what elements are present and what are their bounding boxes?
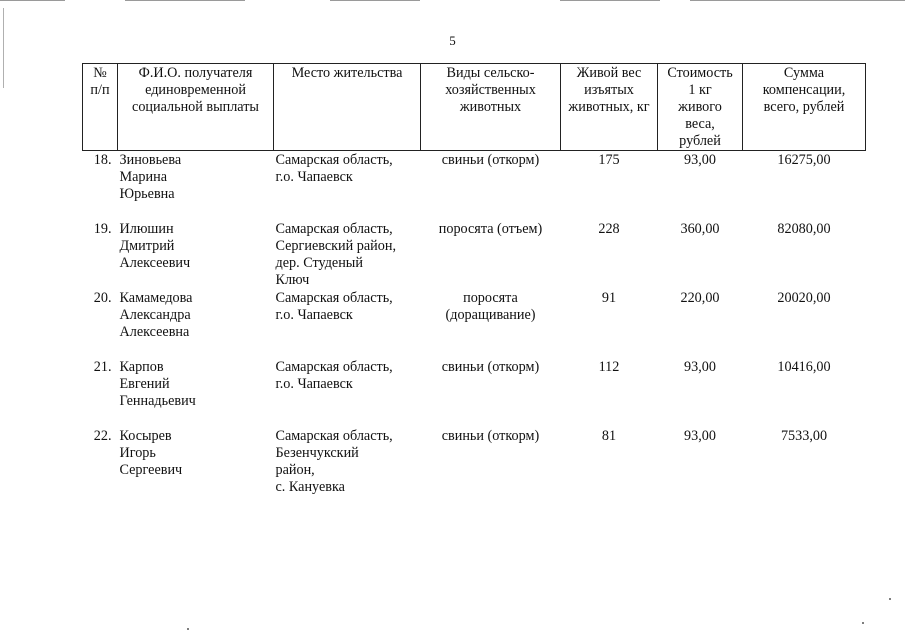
price-per-kg: 360,00 — [680, 221, 720, 237]
live-weight: 228 — [598, 221, 620, 237]
price-per-kg: 220,00 — [680, 290, 720, 306]
header-recipient-name: Ф.И.О. получателя единовременной социальной выплаты — [118, 64, 274, 151]
header-number: № п/п — [83, 64, 118, 151]
table-row — [83, 289, 866, 358]
residence: Самарская область, г.о. Чапаевск — [275, 290, 393, 323]
total-compensation: 20020,00 — [777, 290, 831, 306]
live-weight: 81 — [601, 428, 617, 444]
table-row — [83, 151, 866, 221]
total-compensation: 16275,00 — [777, 152, 831, 168]
scan-edge-line — [560, 0, 660, 1]
recipient-name: Зиновьева Марина Юрьевна — [119, 152, 182, 202]
scan-edge-line — [0, 0, 65, 1]
row-number: 22. — [93, 428, 112, 444]
table-header-row — [83, 64, 866, 151]
scan-edge-line — [125, 0, 245, 1]
table-row — [83, 358, 866, 427]
residence: Самарская область, г.о. Чапаевск — [275, 359, 393, 392]
page-number: 5 — [449, 33, 456, 48]
residence: Самарская область, г.о. Чапаевск — [275, 152, 393, 185]
animal-kind: свиньи (откорм) — [441, 428, 540, 444]
animal-kind: поросята (доращивание) — [445, 290, 536, 323]
scan-speck — [862, 622, 864, 624]
recipient-name: Карпов Евгений Геннадьевич — [119, 359, 196, 409]
row-number: 19. — [93, 221, 112, 237]
live-weight: 112 — [598, 359, 620, 375]
scan-edge-line — [330, 0, 420, 1]
scan-speck — [889, 598, 891, 600]
live-weight: 91 — [601, 290, 617, 306]
scan-edge-line — [690, 0, 905, 1]
total-compensation: 82080,00 — [777, 221, 831, 237]
recipient-name: Камамедова Александра Алексеевна — [119, 290, 193, 340]
animal-kind: свиньи (откорм) — [441, 152, 540, 168]
header-price-per-kg: Стоимость 1 кг живого веса, рублей — [658, 64, 743, 151]
row-number: 20. — [93, 290, 112, 306]
header-residence: Место жительства — [274, 64, 421, 151]
residence: Самарская область, Сергиевский район, дер. Студеный Ключ — [275, 221, 396, 288]
header-animal-kind: Виды сельско- хозяйственных животных — [421, 64, 561, 151]
animal-kind: поросята (отъем) — [438, 221, 543, 237]
row-number: 21. — [93, 359, 112, 375]
total-compensation: 10416,00 — [777, 359, 831, 375]
price-per-kg: 93,00 — [684, 152, 716, 168]
header-total-compensation: Сумма компенсации, всего, рублей — [743, 64, 866, 151]
recipient-name: Косырев Игорь Сергеевич — [119, 428, 183, 478]
price-per-kg: 93,00 — [684, 428, 716, 444]
table-row — [83, 427, 866, 496]
animal-kind: свиньи (откорм) — [441, 359, 540, 375]
table-row — [83, 220, 866, 289]
price-per-kg: 93,00 — [684, 359, 716, 375]
recipient-name: Илюшин Дмитрий Алексеевич — [119, 221, 191, 271]
row-number: 18. — [93, 152, 112, 168]
header-live-weight: Живой вес изъятых животных, кг — [561, 64, 658, 151]
total-compensation: 7533,00 — [780, 428, 828, 444]
compensation-table — [82, 63, 866, 496]
scan-speck — [187, 628, 189, 630]
live-weight: 175 — [598, 152, 620, 168]
residence: Самарская область, Безенчукский район, с. Кануевка — [275, 428, 393, 495]
